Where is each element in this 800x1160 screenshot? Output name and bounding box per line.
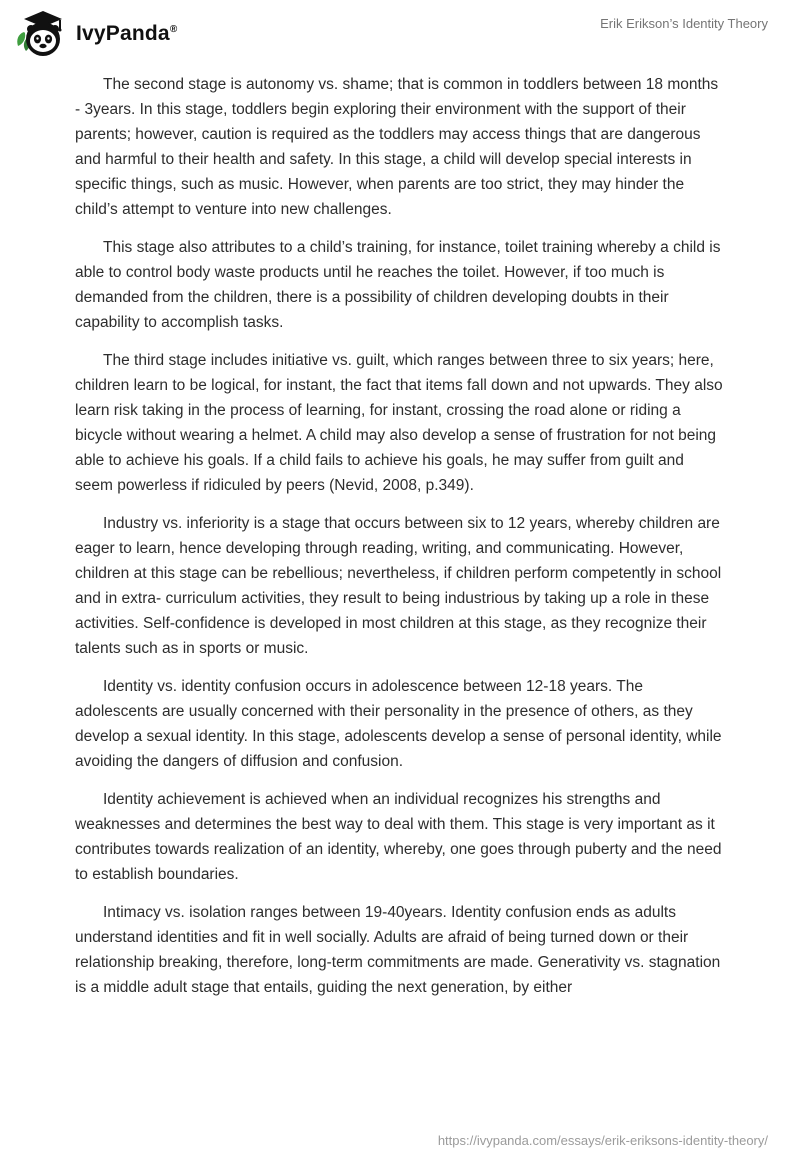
ivypanda-logo-icon xyxy=(14,8,66,60)
paragraph: Intimacy vs. isolation ranges between 19-40years. Identity confusion ends as adults understand identities and fit in well socially. Adults are afraid of being turned down or their relationship breaking, therefore, long-term commitments are made. Generativity vs. stagnation is a middle adult stage that entails, guiding the next generation, by either xyxy=(75,904,721,996)
essay-body xyxy=(75,72,723,1013)
paragraph: Identity achievement is achieved when an individual recognizes his strengths and weaknesses and determines the best way to deal with them. This stage is very important as it contributes towards realization of an identity, whereby, one goes through puberty and the need to establish boundaries. xyxy=(75,791,722,883)
document-title: Erik Erikson’s Identity Theory xyxy=(600,16,768,31)
paragraph: Identity vs. identity confusion occurs in adolescence between 12-18 years. The adolescents are usually concerned with their personality in the presence of others, as they develop a sexual identity. In this stage, adolescents develop a sense of personal identity, while avoiding the dangers of diffusion and confusion. xyxy=(75,678,722,770)
paragraph: Industry vs. inferiority is a stage that occurs between six to 12 years, whereby children are eager to learn, hence developing through reading, writing, and communicating. However, children at this stage can be rebellious; nevertheless, if children perform competently in school and in extra- curriculum activities, they result to being industrious by taking up a role in these activities. Self-confidence is developed in most children at this stage, as they recognize their talents such as in sports or music. xyxy=(75,515,722,657)
paragraph: The second stage is autonomy vs. shame; that is common in toddlers between 18 months - 3years. In this stage, toddlers begin exploring their environment with the support of their parents; however, caution is required as the toddlers may access things that are dangerous and harmful to their health and safety. In this stage, a child will develop special interests in specific things, such as music. However, when parents are too strict, they may hinder the child’s attempt to venture into new challenges. xyxy=(75,76,719,218)
source-url-link[interactable]: https://ivypanda.com/essays/erik-eriksons-identity-theory/ xyxy=(437,1133,768,1148)
page-header xyxy=(0,0,800,62)
registered-mark: ® xyxy=(169,24,178,35)
paragraph: This stage also attributes to a child’s training, for instance, toilet training whereby a child is able to control body waste products until he reaches the toilet. However, if too much is demanded from the children, there is a possibility of children developing doubts in their capability to accomplish tasks. xyxy=(75,239,721,331)
brand-name: IvyPanda® xyxy=(76,22,178,45)
brand xyxy=(14,8,177,60)
paragraph: The third stage includes initiative vs. guilt, which ranges between three to six years; here, children learn to be logical, for instant, the fact that items fall down and not upwards. They also learn risk taking in the process of learning, for instant, crossing the road alone or riding a bicycle without wearing a helmet. A child may also develop a sense of frustration for not being able to achieve his goals. If a child fails to achieve his goals, he may suffer from guilt and seem powerless if ridiculed by peers (Nevid, 2008, p.349). xyxy=(75,352,723,494)
